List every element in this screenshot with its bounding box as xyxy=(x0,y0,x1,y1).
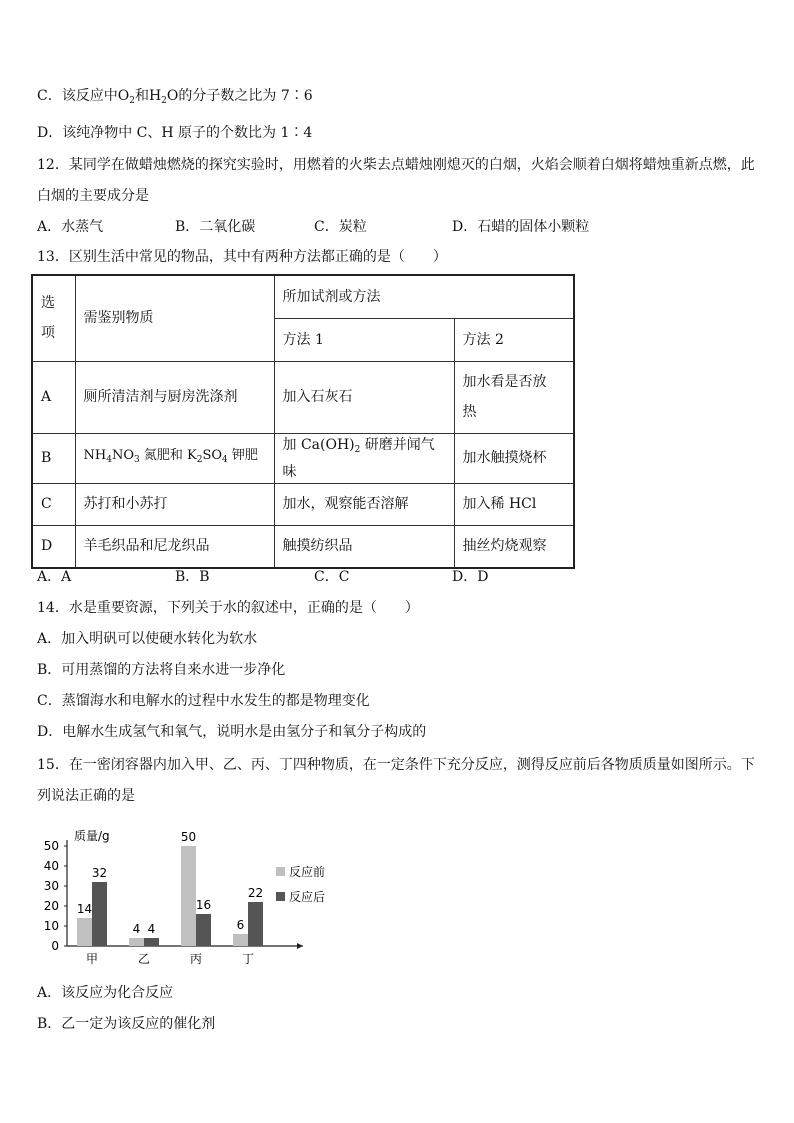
bar-before xyxy=(129,938,144,946)
bar-before xyxy=(77,918,92,946)
cell-option: B xyxy=(32,433,75,483)
data-label: 32 xyxy=(91,866,108,880)
q14-option-b: B．可用蒸馏的方法将自来水进一步净化 xyxy=(37,662,286,678)
cell-item: 羊毛织品和尼龙织品 xyxy=(75,525,274,568)
q12-option-a: A．水蒸气 xyxy=(37,219,104,235)
cell-method2: 加水触摸烧杯 xyxy=(454,433,574,483)
data-label: 4 xyxy=(147,922,156,936)
data-label: 16 xyxy=(195,898,212,912)
cell-option: D xyxy=(32,525,75,568)
category-label: 丙 xyxy=(189,952,203,966)
bar-before xyxy=(181,846,196,946)
cell-method1: 加 $Ca(OH)_2$ 研磨并闻气味 xyxy=(274,433,454,483)
y-tick-label: 10 xyxy=(43,919,59,933)
table-header-row xyxy=(32,275,574,318)
q13-option-d: D．D xyxy=(452,569,489,585)
category-label: 乙 xyxy=(137,952,151,966)
bar-after xyxy=(92,882,107,946)
cell-item: $NH_4NO_3$ 氮肥和 $K_2SO_4$ 钾肥 xyxy=(75,433,274,483)
q15-stem-line1: 15．在一密闭容器内加入甲、乙、丙、丁四种物质，在一定条件下充分反应，测得反应前后各物质质量如图所示。下 xyxy=(37,757,755,773)
q13-stem: 13．区别生活中常见的物品，其中有两种方法都正确的是（ ） xyxy=(37,249,447,265)
q12-option-b: B．二氧化碳 xyxy=(175,219,256,235)
q14-option-d: D．电解水生成氢气和氧气，说明水是由氢分子和氧分子构成的 xyxy=(37,724,427,740)
data-label: 6 xyxy=(236,918,245,932)
cell-method1: 加水，观察能否溶解 xyxy=(274,483,454,525)
y-tick-label: 30 xyxy=(43,879,59,893)
q13-option-c: C．C xyxy=(314,569,350,585)
bar-after xyxy=(144,938,159,946)
y-axis-label: 质量/g xyxy=(74,829,110,843)
cell-item: 苏打和小苏打 xyxy=(75,483,274,525)
q13-option-a: A．A xyxy=(37,569,72,585)
header-method-group: 所加试剂或方法 xyxy=(274,275,574,318)
q15-stem-line2: 列说法正确的是 xyxy=(37,788,135,804)
q14-stem: 14．水是重要资源，下列关于水的叙述中，正确的是（ ） xyxy=(37,600,419,616)
data-label: 22 xyxy=(247,886,264,900)
category-label: 甲 xyxy=(85,952,99,966)
legend-swatch xyxy=(276,867,285,876)
cell-method1: 加入石灰石 xyxy=(274,361,454,433)
table-row xyxy=(32,433,574,483)
y-tick-label: 0 xyxy=(51,939,59,953)
q11-option-d: D．该纯净物中 C、H 原子的个数比为 1∶4 xyxy=(37,125,313,141)
legend-label: 反应前 xyxy=(289,865,326,879)
cell-option: C xyxy=(32,483,75,525)
legend-label: 反应后 xyxy=(289,890,326,904)
q12-stem-line2: 白烟的主要成分是 xyxy=(37,188,149,204)
header-item: 需鉴别物质 xyxy=(75,275,274,361)
cell-item: 厕所清洁剂与厨房洗涤剂 xyxy=(75,361,274,433)
legend-swatch xyxy=(276,892,285,901)
q12-option-d: D．石蜡的固体小颗粒 xyxy=(452,219,590,235)
table-row xyxy=(32,483,574,525)
q13-table xyxy=(31,274,575,569)
q11-option-c: C．该反应中$O_2$和$H_2O$的分子数之比为 7∶6 xyxy=(37,88,313,106)
q13-option-b: B．B xyxy=(175,569,210,585)
cell-method2: 加水看是否放 热 xyxy=(454,361,574,433)
data-label: 4 xyxy=(132,922,141,936)
x-axis-arrow xyxy=(297,943,303,949)
q14-option-c: C．蒸馏海水和电解水的过程中水发生的都是物理变化 xyxy=(37,693,370,709)
cell-method2: 加入稀 HCl xyxy=(454,483,574,525)
q12-stem-line1: 12．某同学在做蜡烛燃烧的探究实验时，用燃着的火柴去点蜡烛刚熄灭的白烟，火焰会顺着白烟将蜡烛重新点燃，此 xyxy=(37,157,755,173)
q15-option-a: A．该反应为化合反应 xyxy=(37,985,174,1001)
bar-after xyxy=(248,902,263,946)
cell-method1: 触摸纺织品 xyxy=(274,525,454,568)
q14-option-a: A．加入明矾可以使硬水转化为软水 xyxy=(37,631,258,647)
table-row xyxy=(32,525,574,568)
mass-bar-chart xyxy=(34,815,344,975)
header-method2: 方法 2 xyxy=(454,318,574,361)
header-option: 选 项 xyxy=(32,275,75,361)
category-label: 丁 xyxy=(241,952,255,966)
q12-option-c: C．炭粒 xyxy=(314,219,367,235)
data-label: 50 xyxy=(180,830,197,844)
bar-before xyxy=(233,934,248,946)
q15-option-b: B．乙一定为该反应的催化剂 xyxy=(37,1016,216,1032)
data-label: 14 xyxy=(76,902,93,916)
y-tick-label: 40 xyxy=(43,859,59,873)
y-tick-label: 50 xyxy=(43,839,59,853)
header-method1: 方法 1 xyxy=(274,318,454,361)
cell-method2: 抽丝灼烧观察 xyxy=(454,525,574,568)
cell-option: A xyxy=(32,361,75,433)
bar-after xyxy=(196,914,211,946)
y-tick-label: 20 xyxy=(43,899,59,913)
table-row xyxy=(32,361,574,433)
